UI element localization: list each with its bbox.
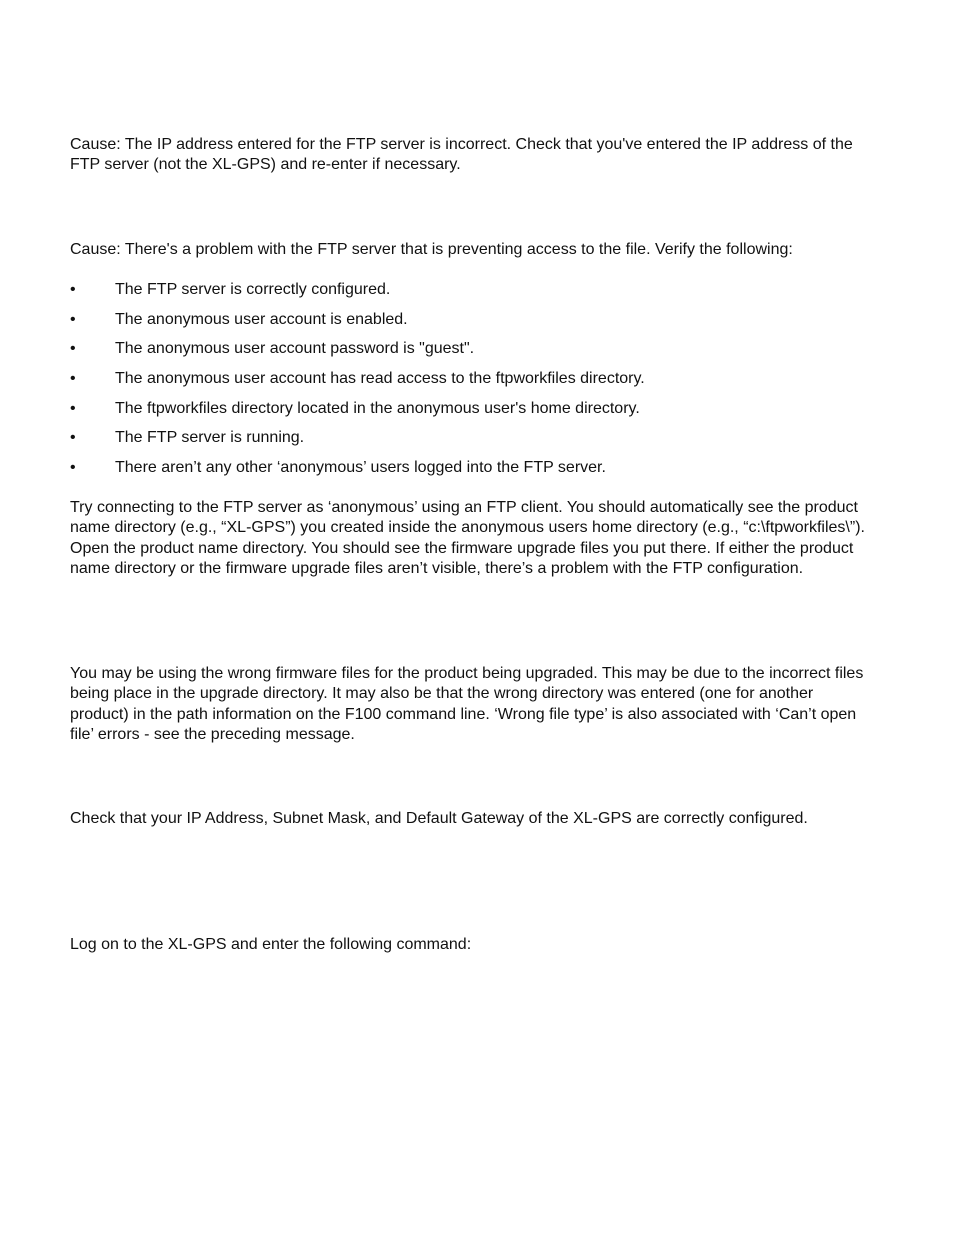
- bullet-icon: •: [70, 429, 76, 447]
- log-on-instruction-paragraph: Log on to the XL-GPS and enter the following command:: [70, 936, 472, 953]
- bullet-icon: •: [70, 340, 76, 358]
- ftp-ip-cause-paragraph: Cause: The IP address entered for the FTP server is incorrect. Check that you've entered the IP address of the FTP server (not the XL-GPS) and re-enter if necessary.: [70, 136, 853, 174]
- list-item: [70, 369, 870, 399]
- list-item-text: The anonymous user account has read access to the ftpworkfiles directory.: [115, 370, 645, 388]
- list-item-text: The anonymous user account is enabled.: [115, 310, 408, 328]
- bullet-icon: •: [70, 370, 76, 388]
- list-item: [70, 310, 870, 340]
- ftp-access-cause-paragraph: Cause: There's a problem with the FTP server that is preventing access to the file. Verify the following:: [70, 241, 793, 258]
- network-config-paragraph: Check that your IP Address, Subnet Mask, and Default Gateway of the XL-GPS are correctly configured.: [70, 810, 808, 827]
- list-item: [70, 280, 870, 310]
- bullet-icon: •: [70, 281, 76, 298]
- list-item: [70, 458, 870, 488]
- bullet-icon: •: [70, 459, 76, 477]
- list-item-text: The ftpworkfiles directory located in the anonymous user's home directory.: [115, 399, 640, 417]
- list-item-text: The FTP server is correctly configured.: [115, 281, 391, 298]
- list-item-text: There aren’t any other ‘anonymous’ users logged into the FTP server.: [115, 459, 606, 477]
- bullet-icon: •: [70, 399, 76, 417]
- list-item-text: The anonymous user account password is "guest".: [115, 340, 475, 358]
- wrong-firmware-paragraph: You may be using the wrong firmware files for the product being upgraded. This may be due to the incorrect files being place in the upgrade directory. It may also be that the wrong directory was entered (one for another product) in the path information on the F100 command line. ‘Wrong file type’ is also associated with ‘Can’t open file’ errors - see the preceding message.: [70, 665, 864, 743]
- list-item: [70, 428, 870, 458]
- list-item-text: The FTP server is running.: [115, 429, 305, 447]
- list-item: [70, 399, 870, 429]
- bullet-icon: •: [70, 310, 76, 328]
- ftp-client-test-paragraph: Try connecting to the FTP server as ‘anonymous’ using an FTP client. You should automatically see the product name directory (e.g., “XL-GPS”) you created inside the anonymous users home directory (e.g., “c:\ftpworkfiles\”). Open the product name directory. You should see the firmware upgrade files you put there. If either the product name directory or the firmware upgrade files aren’t visible, there’s a problem with the FTP configuration.: [70, 499, 865, 577]
- verification-checklist: [70, 280, 870, 488]
- list-item: [70, 339, 870, 369]
